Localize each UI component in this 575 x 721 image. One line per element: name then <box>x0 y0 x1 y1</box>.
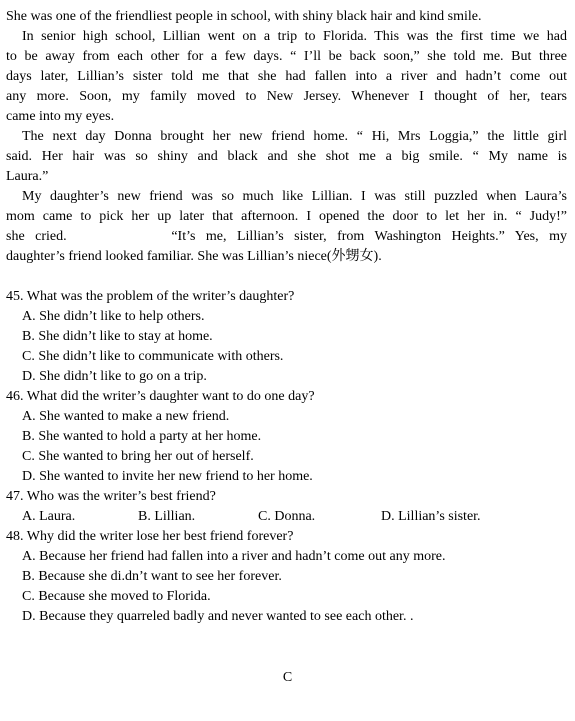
passage-line: The next day Donna brought her new friend home. “ Hi, Mrs Loggia,” the little girl <box>22 129 567 144</box>
answer-option: B. Because she di.dn’t want to see her forever. <box>22 569 282 584</box>
answer-option: A. She didn’t like to help others. <box>22 309 205 324</box>
answer-option: C. Donna. <box>258 509 316 524</box>
answer-option: C. She wanted to bring her out of herself. <box>22 449 254 464</box>
answer-option: A. Because her friend had fallen into a river and hadn’t come out any more. <box>22 549 446 564</box>
passage-line: days later, Lillian’s sister told me that she had fallen into a river and hadn’t come out <box>6 69 567 84</box>
question-stem: 46. What did the writer’s daughter want to do one day? <box>6 389 315 404</box>
passage-line: she cried. “It’s me, Lillian’s sister, from Washington Heights.” Yes, my <box>6 229 567 244</box>
passage-line: said. Her hair was so shiny and black and she shot me a big smile. “ My name is <box>6 149 567 164</box>
passage-line: Laura.” <box>6 169 49 184</box>
answer-option: C. She didn’t like to communicate with others. <box>22 349 284 364</box>
answer-option: D. Lillian’s sister. <box>381 509 481 524</box>
answer-option: D. Because they quarreled badly and never wanted to see each other. . <box>22 609 414 624</box>
answer-option: C. Because she moved to Florida. <box>22 589 211 604</box>
answer-option: D. She wanted to invite her new friend to her home. <box>22 469 313 484</box>
passage-line: My daughter’s new friend was so much like Lillian. I was still puzzled when Laura’s <box>22 189 567 204</box>
passage-line: In senior high school, Lillian went on a trip to Florida. This was the first time we had <box>22 29 567 44</box>
answer-option: B. She didn’t like to stay at home. <box>22 329 213 344</box>
passage-line: daughter’s friend looked familiar. She was Lillian’s niece(外甥女). <box>6 249 382 264</box>
question-stem: 47. Who was the writer’s best friend? <box>6 489 216 504</box>
passage-line: any more. Soon, my family moved to New Jersey. Whenever I thought of her, tears <box>6 89 567 104</box>
passage-line: mom came to pick her up later that afternoon. I opened the door to let her in. “ Judy!” <box>6 209 567 224</box>
answer-option: B. Lillian. <box>138 509 196 524</box>
answer-option: A. Laura. <box>22 509 76 524</box>
answer-option: A. She wanted to make a new friend. <box>22 409 230 424</box>
answer-options-row <box>6 507 567 527</box>
passage-line: came into my eyes. <box>6 109 115 124</box>
passage-line: to be away from each other for a few days. “ I’ll be back soon,” she told me. But three <box>6 49 567 64</box>
answer-option: B. She wanted to hold a party at her home. <box>22 429 262 444</box>
question-stem: 48. Why did the writer lose her best friend forever? <box>6 529 294 544</box>
question-stem: 45. What was the problem of the writer’s daughter? <box>6 289 295 304</box>
answer-option: D. She didn’t like to go on a trip. <box>22 369 207 384</box>
passage-line: She was one of the friendliest people in school, with shiny black hair and kind smile. <box>6 9 482 24</box>
section-letter: C <box>282 670 293 685</box>
